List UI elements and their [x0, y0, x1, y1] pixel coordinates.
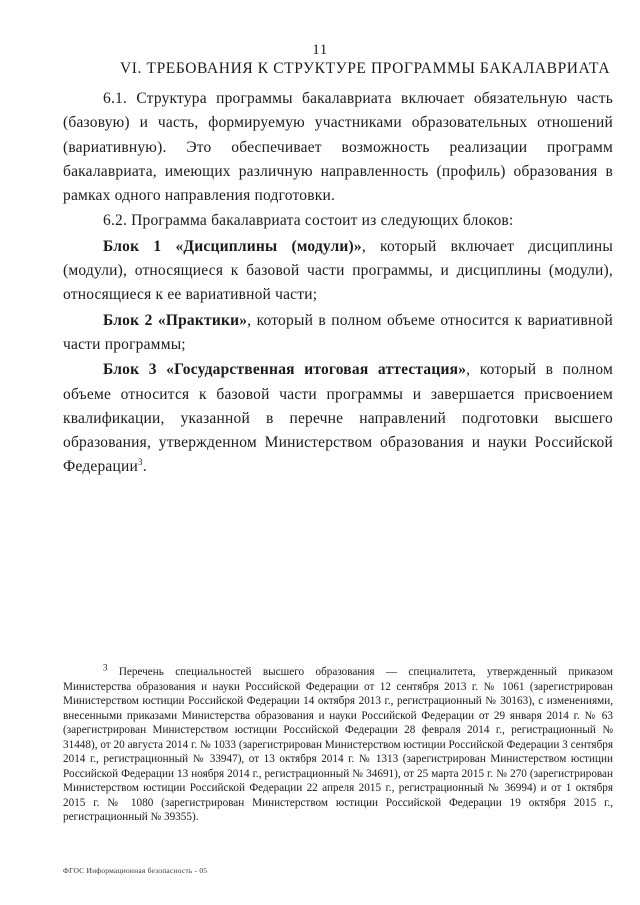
paragraph-6-1: 6.1. Структура программы бакалавриата включает обязательную часть (базовую) и часть, формируемую участниками образовательных отношений (вариативную). Это обеспечивает возможность реализации программ бакалавриата, имеющих различную направленность (профиль) образования в рамках одного направления подготовки. [63, 90, 613, 205]
block-2-paragraph [63, 309, 613, 358]
footnotes-section [63, 662, 613, 825]
block-2-title: Блок 2 «Практики» [103, 311, 248, 329]
block-3-title: Блок 3 «Государственная итоговая аттестация» [103, 361, 467, 379]
paragraph-6-2: 6.2. Программа бакалавриата состоит из следующих блоков: [103, 212, 514, 230]
footnote-reference[interactable]: 3 [138, 457, 143, 468]
page-footer: ФГОС Информационная безопасность - 05 [63, 866, 208, 875]
block-3-paragraph [63, 358, 613, 479]
footnote-marker: 3 [103, 662, 108, 673]
block-2-text: , который в полном объеме относится к вариативной части программы; [63, 311, 613, 353]
block-1-title: Блок 1 «Дисциплины (модули)» [103, 237, 362, 255]
block-3-end: . [142, 458, 147, 476]
block-3-text: , который в полном объеме относится к базовой части программы и завершается присвоением квалификации, указанной в перечне направлений подготовки высшего образования, утвержденном Министерством образования и науки Российской Федерации [63, 361, 613, 476]
footnote-3 [63, 662, 613, 825]
page-number: 11 [312, 42, 328, 58]
block-1-paragraph [63, 235, 613, 308]
section-heading: VI. ТРЕБОВАНИЯ К СТРУКТУРЕ ПРОГРАММЫ БАКАЛАВРИАТА [120, 60, 611, 77]
footnote-text: Перечень специальностей высшего образования — специалитета, утвержденный приказом Министерства образования и науки Российской Федерации от 12 сентября 2013 г. № 1061 (зарегистрирован Министерством юстиции Российской Федерации 14 октября 2013 г., регистрационный № 30163), с изменениями, внесенными приказами Министерства образования и науки Российской Федерации от 29 января 2014 г. № 63 (зарегистрирован Министерством юстиции Российской Федерации 28 февраля 2014 г., регистрационный № 31448), от 20 августа 2014 г. № 1033 (зарегистрирован Министерством юстиции Российской Федерации 3 сентября 2014 г., регистрационный № 33947), от 13 октября 2014 г. № 1313 (зарегистрирован Министерством юстиции Российской Федерации 13 ноября 2014 г., регистрационный № 34691), от 25 марта 2015 г. № 270 (зарегистрирован Министерством юстиции Российской Федерации 22 апреля 2015 г., регистрационный № 36994) и от 1 октября 2015 г. № 1080 (зарегистрирован Министерством юстиции Российской Федерации 19 октября 2015 г., регистрационный № 39355). [63, 666, 613, 823]
document-body [63, 87, 613, 480]
block-1-text: , который включает дисциплины (модули), относящиеся к базовой части программы, и дисциплины (модули), относящиеся к ее вариативной части; [63, 237, 613, 304]
